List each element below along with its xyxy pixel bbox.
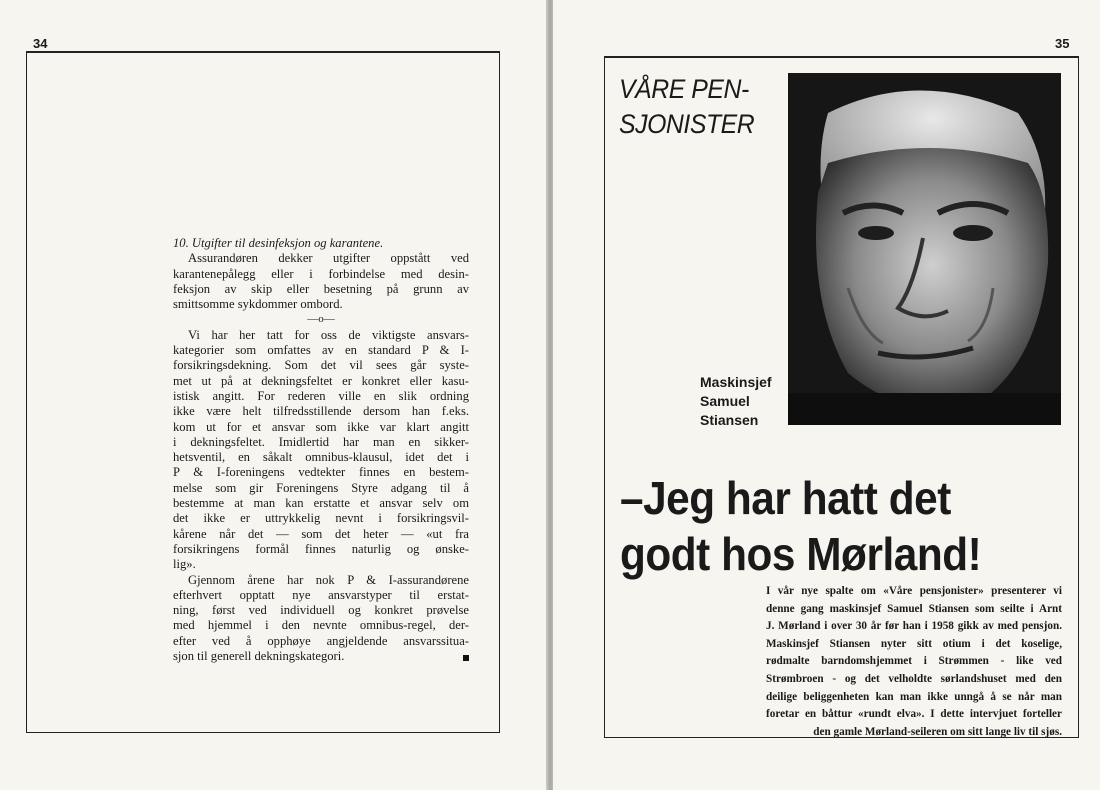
intro-line: I vår nye spalte om «Våre pensjonister» presenterer vi bbox=[766, 585, 1062, 597]
text-line: forsikringsdekning. Som det vil sees går syste- bbox=[173, 358, 469, 373]
intro-line: rødmalte barndomshjemmet i Strømmen - like ved bbox=[766, 655, 1062, 668]
text-line: bestemme at man kan erstatte et ansvar selv om bbox=[173, 496, 469, 511]
text-line: det ikke er uttrykkelig nevnt i forsikringsvil- bbox=[173, 511, 469, 526]
paragraph-3 bbox=[173, 573, 469, 665]
text-line: lig». bbox=[173, 557, 196, 572]
column-title-line-2: SJONISTER bbox=[619, 109, 755, 139]
text-line: med hjemmel i den nevnte omnibus-regel, der- bbox=[173, 618, 469, 633]
paragraph-1 bbox=[173, 251, 469, 312]
text-line: kom ut for et ansvar som ikke var klart angitt bbox=[173, 419, 469, 434]
article-intro bbox=[766, 583, 1062, 741]
text-line: efter ved å opphøye angjeldende ansvarssitua- bbox=[173, 633, 469, 648]
page-number-right: 35 bbox=[1055, 36, 1070, 51]
text-line: feksjon av skip eller besetning på grunn av bbox=[173, 281, 469, 296]
text-line: hetsventil, en såkalt omnibus-klausul, idet det i bbox=[173, 450, 469, 465]
intro-line: J. Mørland i over 30 år før han i 1958 gikk av med pensjon. bbox=[766, 620, 1062, 633]
column-title-line-1: VÅRE PEN- bbox=[619, 74, 749, 104]
text-line: istisk angitt. For rederen ville en slik ordning bbox=[173, 388, 469, 403]
caption-line-1: Maskinsjef bbox=[700, 374, 772, 390]
text-line: forsikringens formål finnes naturlig og ønske- bbox=[173, 541, 469, 556]
right-page bbox=[553, 0, 1100, 790]
page-number-left: 34 bbox=[33, 36, 48, 51]
caption-line-2: Samuel bbox=[700, 393, 750, 409]
text-line: ikke være helt tilfredsstillende dersom han f.eks. bbox=[173, 404, 469, 419]
portrait-illustration bbox=[788, 73, 1061, 425]
column-title bbox=[619, 72, 785, 142]
text-line: sjon til generell dekningskategori. bbox=[173, 649, 469, 664]
text-line: kategorier som omfattes av en standard P & I- bbox=[173, 343, 469, 358]
intro-line: den gamle Mørland-seileren om sitt lange liv til sjøs. bbox=[813, 725, 1062, 738]
left-page bbox=[0, 0, 548, 790]
text-line: efterhvert opptatt nye ansvarstyper til erstat- bbox=[173, 587, 469, 602]
text-line: i dekningsfeltet. Imidlertid har man en sikker- bbox=[173, 434, 469, 449]
text-line: smittsomme sykdommer ombord. bbox=[173, 297, 343, 312]
text-line: P & I-foreningens vedtekter finnes en bestem- bbox=[173, 465, 469, 480]
headline-line-2: godt hos Mørland! bbox=[620, 528, 982, 580]
text-line: Assurandøren dekker utgifter oppstått ved bbox=[188, 251, 469, 266]
caption-line-3: Stiansen bbox=[700, 412, 759, 428]
paragraph-2 bbox=[173, 328, 469, 573]
headline-line-1: –Jeg har hatt det bbox=[620, 472, 951, 524]
text-line: karantenepålegg eller i forbindelse med desin- bbox=[173, 266, 469, 281]
article-text-left bbox=[173, 236, 469, 664]
portrait-photo bbox=[788, 73, 1061, 425]
intro-line: deilige beliggenheten kan man ikke unngå å se når man bbox=[766, 690, 1062, 703]
text-line: kårene når det — som det heter — «ut fra bbox=[173, 526, 469, 541]
intro-line: denne gang maskinsjef Samuel Stiansen som seilte i Arnt bbox=[766, 602, 1062, 615]
section-separator: —o— bbox=[307, 313, 335, 326]
end-of-article-mark bbox=[463, 655, 469, 661]
text-line: Gjennom årene har nok P & I-assurandørene bbox=[188, 572, 469, 587]
text-line: melse som gir Foreningens Styre adgang til å bbox=[173, 480, 469, 495]
text-line: ning, først ved individuell og konkret prøvelse bbox=[173, 603, 469, 618]
article-headline bbox=[620, 470, 1043, 582]
intro-line: foretar en båttur «rundt elva». I dette intervjuet forteller bbox=[766, 708, 1062, 721]
section-heading: 10. Utgifter til desinfeksjon og karantene. bbox=[173, 236, 384, 250]
intro-line: Maskinsjef Stiansen nyter sitt otium i det koselige, bbox=[766, 637, 1062, 650]
intro-line: Strømbroen - og det velholdte sørlandshuset med den bbox=[766, 672, 1062, 685]
text-line: Vi har her tatt for oss de viktigste ansvars- bbox=[188, 327, 469, 342]
photo-caption bbox=[700, 373, 790, 430]
text-line: met ut på at dekningsfeltet er konkret eller kasu- bbox=[173, 373, 469, 388]
